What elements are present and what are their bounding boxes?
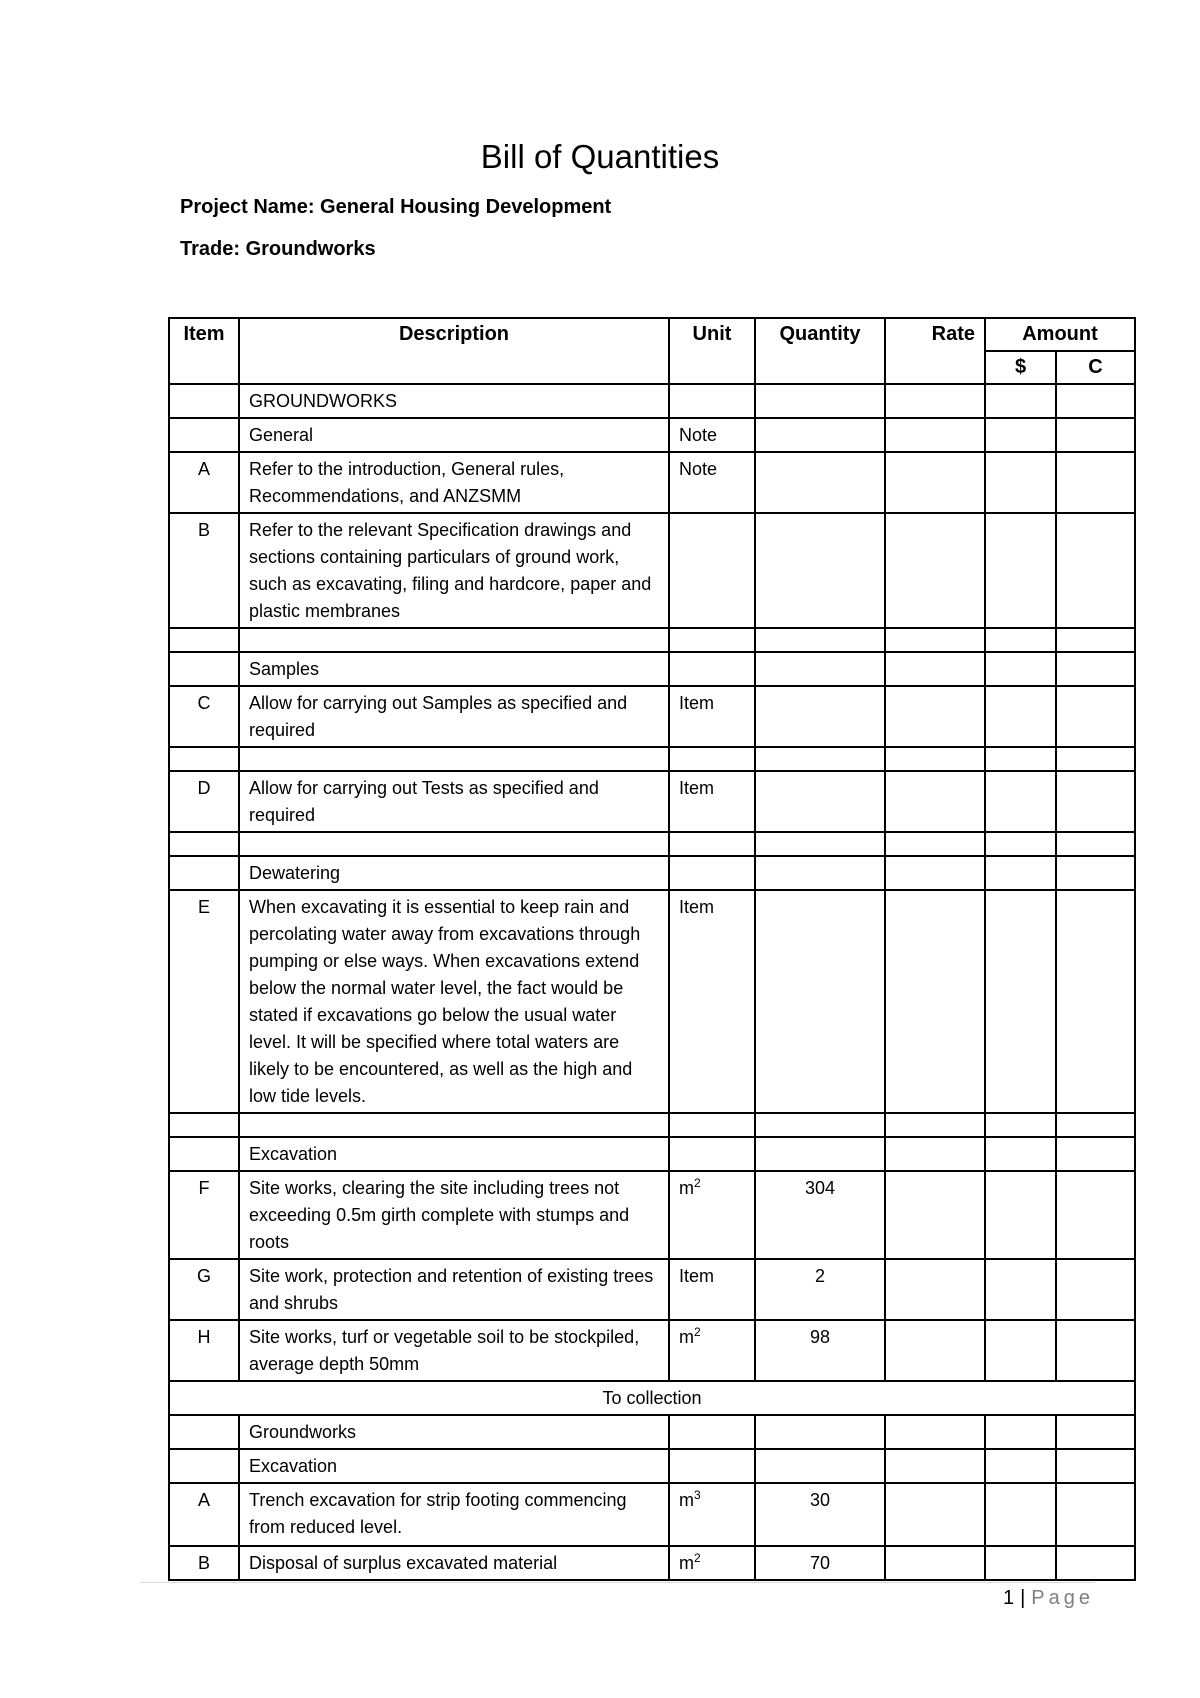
amount-cents-cell (1056, 1449, 1135, 1483)
table-row (169, 1259, 1135, 1320)
description-cell (239, 832, 669, 856)
amount-cents-cell (1056, 452, 1135, 513)
footer-divider (140, 1582, 1095, 1583)
unit-cell (669, 1137, 755, 1171)
table-row (169, 1320, 1135, 1381)
description-cell: Allow for carrying out Tests as specified and required (239, 771, 669, 832)
rate-cell (885, 1113, 985, 1137)
amount-dollars-cell (985, 628, 1056, 652)
amount-dollars-cell (985, 832, 1056, 856)
amount-cents-cell (1056, 1320, 1135, 1381)
quantity-cell (755, 384, 885, 418)
table-row (169, 452, 1135, 513)
table-row (169, 1171, 1135, 1259)
unit-cell (669, 628, 755, 652)
unit-cell (669, 771, 755, 832)
table-row (169, 513, 1135, 628)
description-cell (239, 1113, 669, 1137)
quantity-cell (755, 856, 885, 890)
table-row (169, 1415, 1135, 1449)
quantity-cell (755, 513, 885, 628)
unit-cell (669, 890, 755, 1113)
trade-name: Trade: Groundworks (180, 238, 376, 260)
amount-dollars-cell (985, 452, 1056, 513)
amount-dollars-cell (985, 1171, 1056, 1259)
unit-cell (669, 856, 755, 890)
item-cell (169, 1113, 239, 1137)
rate-cell (885, 686, 985, 747)
document-title: Bill of Quantities (480, 138, 720, 175)
amount-dollars-cell (985, 1113, 1056, 1137)
amount-dollars-cell (985, 686, 1056, 747)
table-row (169, 747, 1135, 771)
unit-cell (669, 832, 755, 856)
header-quantity: Quantity (755, 318, 885, 384)
rate-cell (885, 771, 985, 832)
table-row (169, 890, 1135, 1113)
item-cell: F (169, 1171, 239, 1259)
rate-cell (885, 1483, 985, 1546)
table-row (169, 686, 1135, 747)
table-row (169, 1113, 1135, 1137)
unit-cell (669, 1320, 755, 1381)
rate-cell (885, 1415, 985, 1449)
quantity-cell (755, 832, 885, 856)
rate-cell (885, 856, 985, 890)
unit-cell (669, 1171, 755, 1259)
rate-cell (885, 1137, 985, 1171)
amount-cents-cell (1056, 686, 1135, 747)
amount-dollars-cell (985, 747, 1056, 771)
rate-cell (885, 1546, 985, 1580)
item-cell (169, 747, 239, 771)
amount-dollars-cell (985, 513, 1056, 628)
amount-dollars-cell (985, 418, 1056, 452)
header-cents: C (1056, 351, 1135, 384)
amount-dollars-cell (985, 1320, 1056, 1381)
unit-text: m (679, 1553, 694, 1573)
description-cell: Refer to the relevant Specification drawings and sections containing particulars of ground work, such as excavating, filing and hardcore, paper and plastic membranes (239, 513, 669, 628)
description-cell: Trench excavation for strip footing commencing from reduced level. (239, 1483, 669, 1546)
amount-dollars-cell (985, 890, 1056, 1113)
amount-cents-cell (1056, 652, 1135, 686)
unit-cell (669, 1259, 755, 1320)
unit-cell (669, 1415, 755, 1449)
bill-of-quantities-table (168, 317, 1136, 1581)
table-row (169, 856, 1135, 890)
header-dollars: $ (985, 351, 1056, 384)
amount-cents-cell (1056, 1483, 1135, 1546)
table-row (169, 1483, 1135, 1546)
rate-cell (885, 890, 985, 1113)
table-row (169, 1137, 1135, 1171)
table-row (169, 771, 1135, 832)
description-cell: Disposal of surplus excavated material (239, 1546, 669, 1580)
amount-dollars-cell (985, 1259, 1056, 1320)
quantity-cell (755, 1449, 885, 1483)
unit-cell (669, 1483, 755, 1546)
item-cell (169, 628, 239, 652)
item-cell (169, 1415, 239, 1449)
rate-cell (885, 1320, 985, 1381)
item-cell: E (169, 890, 239, 1113)
unit-exponent: 2 (694, 1325, 701, 1339)
amount-cents-cell (1056, 1259, 1135, 1320)
page-footer (1003, 1587, 1094, 1610)
quantity-cell (755, 1113, 885, 1137)
unit-text: Note (679, 425, 718, 445)
quantity-cell: 98 (755, 1320, 885, 1381)
description-cell: Excavation (239, 1449, 669, 1483)
rate-cell (885, 628, 985, 652)
amount-cents-cell (1056, 1137, 1135, 1171)
unit-text: m (679, 1178, 694, 1198)
description-cell: Groundworks (239, 1415, 669, 1449)
unit-cell (669, 747, 755, 771)
rate-cell (885, 1449, 985, 1483)
item-cell (169, 1449, 239, 1483)
item-cell: A (169, 452, 239, 513)
amount-cents-cell (1056, 747, 1135, 771)
amount-dollars-cell (985, 856, 1056, 890)
unit-exponent: 3 (694, 1488, 701, 1502)
table-row (169, 384, 1135, 418)
amount-dollars-cell (985, 1449, 1056, 1483)
item-cell (169, 384, 239, 418)
unit-cell (669, 513, 755, 628)
description-cell (239, 628, 669, 652)
item-cell: B (169, 1546, 239, 1580)
quantity-cell: 2 (755, 1259, 885, 1320)
quantity-cell (755, 686, 885, 747)
amount-dollars-cell (985, 1137, 1056, 1171)
description-cell: Dewatering (239, 856, 669, 890)
item-cell (169, 652, 239, 686)
description-cell: When excavating it is essential to keep rain and percolating water away from excavations through pumping or else ways. When excavations extend below the normal water level, the fact would be stated if excavations go below the usual water level. It will be specified where total waters are likely to be encountered, as well as the high and low tide levels. (239, 890, 669, 1113)
quantity-cell (755, 418, 885, 452)
amount-cents-cell (1056, 832, 1135, 856)
unit-cell (669, 1113, 755, 1137)
table-row (169, 1381, 1135, 1415)
amount-cents-cell (1056, 856, 1135, 890)
amount-cents-cell (1056, 1171, 1135, 1259)
quantity-cell (755, 628, 885, 652)
amount-cents-cell (1056, 1415, 1135, 1449)
item-cell (169, 856, 239, 890)
amount-cents-cell (1056, 890, 1135, 1113)
header-unit: Unit (669, 318, 755, 384)
item-cell (169, 418, 239, 452)
quantity-cell (755, 652, 885, 686)
table-row (169, 418, 1135, 452)
description-cell: GROUNDWORKS (239, 384, 669, 418)
rate-cell (885, 384, 985, 418)
amount-dollars-cell (985, 1483, 1056, 1546)
collection-cell: To collection (169, 1381, 1135, 1415)
item-cell: B (169, 513, 239, 628)
rate-cell (885, 1171, 985, 1259)
quantity-cell (755, 1415, 885, 1449)
amount-dollars-cell (985, 1415, 1056, 1449)
unit-exponent: 2 (694, 1551, 701, 1565)
page-number: 1 (1002, 1587, 1015, 1609)
table-row (169, 628, 1135, 652)
header-rate: Rate (885, 318, 985, 384)
unit-cell (669, 686, 755, 747)
rate-cell (885, 652, 985, 686)
amount-dollars-cell (985, 384, 1056, 418)
quantity-cell: 70 (755, 1546, 885, 1580)
unit-text: Note (679, 459, 718, 479)
project-name: Project Name: General Housing Development (180, 196, 612, 218)
quantity-cell (755, 1137, 885, 1171)
description-cell: Samples (239, 652, 669, 686)
description-cell: Site works, clearing the site including trees not exceeding 0.5m girth complete with stumps and roots (239, 1171, 669, 1259)
rate-cell (885, 452, 985, 513)
unit-text: Item (679, 897, 715, 917)
header-item: Item (169, 318, 239, 384)
description-cell: Excavation (239, 1137, 669, 1171)
description-cell (239, 747, 669, 771)
item-cell: G (169, 1259, 239, 1320)
table-row (169, 832, 1135, 856)
page-label: Page (1031, 1587, 1094, 1609)
rate-cell (885, 747, 985, 771)
amount-dollars-cell (985, 652, 1056, 686)
rate-cell (885, 1259, 985, 1320)
quantity-cell: 304 (755, 1171, 885, 1259)
unit-text: Item (679, 693, 715, 713)
item-cell (169, 832, 239, 856)
amount-dollars-cell (985, 1546, 1056, 1580)
amount-cents-cell (1056, 1113, 1135, 1137)
header-amount: Amount (985, 318, 1135, 351)
unit-cell (669, 384, 755, 418)
description-cell: Site works, turf or vegetable soil to be stockpiled, average depth 50mm (239, 1320, 669, 1381)
amount-cents-cell (1056, 513, 1135, 628)
rate-cell (885, 418, 985, 452)
amount-cents-cell (1056, 384, 1135, 418)
table-body (169, 384, 1135, 1580)
item-cell: D (169, 771, 239, 832)
table-row (169, 652, 1135, 686)
unit-exponent: 2 (694, 1176, 701, 1190)
description-cell: Refer to the introduction, General rules, Recommendations, and ANZSMM (239, 452, 669, 513)
quantity-cell (755, 452, 885, 513)
unit-cell (669, 452, 755, 513)
unit-text: m (679, 1327, 694, 1347)
item-cell: A (169, 1483, 239, 1546)
description-cell: Site work, protection and retention of existing trees and shrubs (239, 1259, 669, 1320)
quantity-cell: 30 (755, 1483, 885, 1546)
amount-cents-cell (1056, 418, 1135, 452)
quantity-cell (755, 747, 885, 771)
amount-dollars-cell (985, 771, 1056, 832)
unit-text: Item (679, 778, 715, 798)
item-cell: C (169, 686, 239, 747)
rate-cell (885, 832, 985, 856)
table-row (169, 1546, 1135, 1580)
header-description: Description (239, 318, 669, 384)
table-row (169, 1449, 1135, 1483)
rate-cell (885, 513, 985, 628)
item-cell (169, 1137, 239, 1171)
unit-cell (669, 652, 755, 686)
description-cell: Allow for carrying out Samples as specified and required (239, 686, 669, 747)
unit-cell (669, 1546, 755, 1580)
footer-separator: | (1020, 1587, 1026, 1609)
amount-cents-cell (1056, 1546, 1135, 1580)
unit-cell (669, 418, 755, 452)
quantity-cell (755, 771, 885, 832)
amount-cents-cell (1056, 771, 1135, 832)
unit-text: Item (679, 1266, 715, 1286)
description-cell: General (239, 418, 669, 452)
quantity-cell (755, 890, 885, 1113)
unit-text: m (679, 1490, 694, 1510)
amount-cents-cell (1056, 628, 1135, 652)
unit-cell (669, 1449, 755, 1483)
item-cell: H (169, 1320, 239, 1381)
